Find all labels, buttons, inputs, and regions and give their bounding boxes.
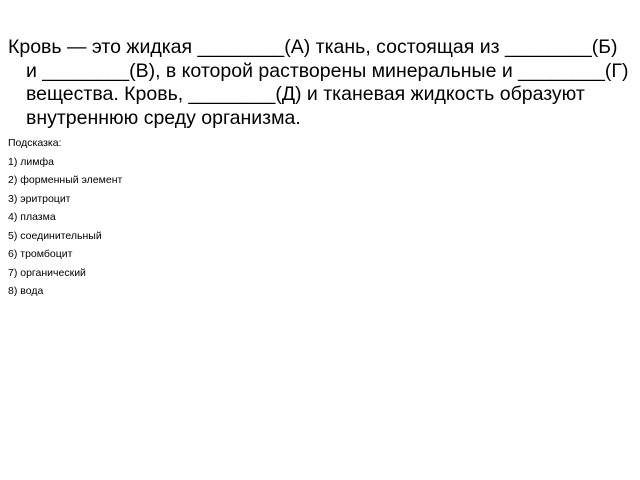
hint-list [8,134,122,301]
hint-item: 2) форменный элемент [8,174,123,186]
hint-item: 5) соединительный [8,229,102,242]
hint-item: 4) плазма [8,211,56,223]
hint-item: 6) тромбоцит [8,248,73,260]
task-line: вещества. Кровь, ________(Д) и тканевая жидкость образуют [26,83,585,105]
task-line: Кровь — это жидкая ________(А) ткань, состоящая из ________(Б) [8,36,618,58]
hint-item: 3) эритроцит [8,192,71,205]
task-line: и ________(В), в которой растворены минеральные и ________(Г) [26,59,629,82]
hint-title: Подсказка: [8,137,62,149]
hint-item: 7) органический [8,266,86,279]
hint-item: 1) лимфа [8,155,54,168]
task-line: внутреннюю среду организма. [26,106,301,129]
hint-item: 8) вода [8,285,44,297]
task-text [8,36,630,130]
